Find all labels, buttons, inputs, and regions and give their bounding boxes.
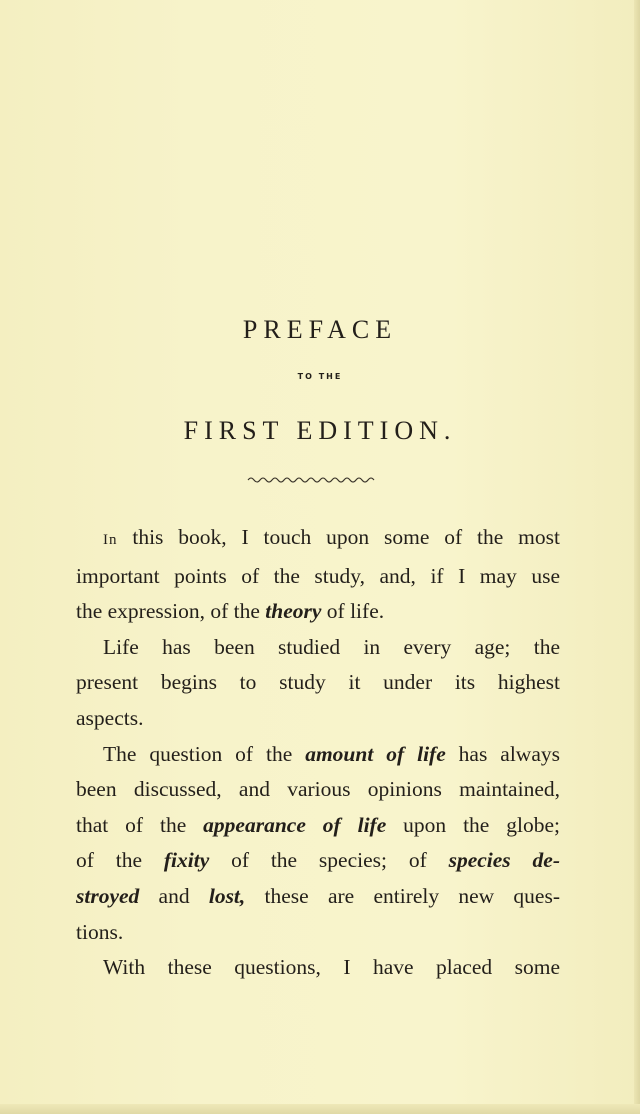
edition-title: FIRST EDITION.	[183, 416, 457, 445]
preface-body	[76, 520, 560, 986]
emphasis-lost: lost,	[208, 883, 246, 908]
paragraph-3: The question of the amount of life has always been discussed, and various opinions maintained, that of the appearance of life upon the globe; of the fixity of the species; of species de- stroyed and lost, these are entirely new ques- tions.	[76, 741, 560, 944]
paragraph-2: Life has been studied in every age; the present begins to study it under its highest aspects.	[76, 634, 560, 730]
emphasis-amount-of-life: amount of life	[305, 741, 446, 766]
emphasis-appearance-of-life: appearance of life	[203, 812, 387, 837]
wavy-rule-ornament	[246, 474, 376, 484]
page-edge-right	[634, 0, 640, 1114]
to-the-connector: TO THE	[297, 372, 343, 381]
emphasis-species-destroyed: species de-	[448, 848, 560, 873]
drop-smallcaps: In	[103, 532, 118, 548]
preface-title: PREFACE	[242, 315, 398, 344]
emphasis-theory: theory	[265, 599, 322, 624]
paragraph-4: With these questions, I have placed some	[103, 955, 560, 980]
paragraph-1: In this book, I touch upon some of the most important points of the study, and, if I may use the expression, of the theory of life.	[76, 525, 560, 624]
page-edge-bottom	[0, 1104, 640, 1114]
emphasis-fixity: fixity	[163, 848, 210, 873]
